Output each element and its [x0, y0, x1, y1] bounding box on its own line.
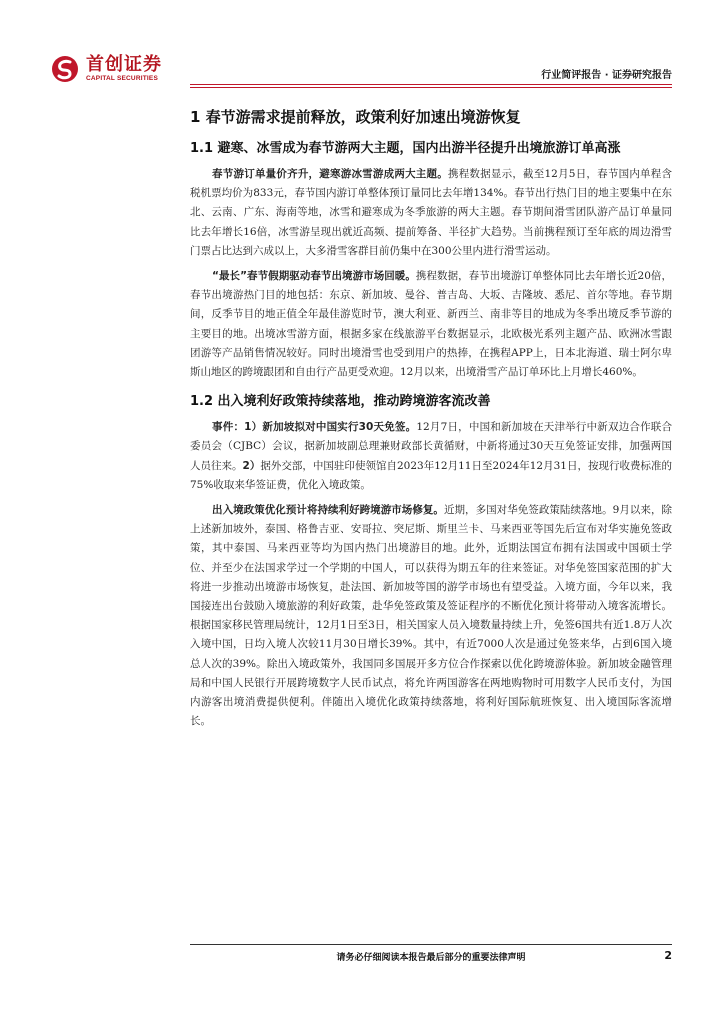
header-divider-thin	[190, 87, 672, 88]
paragraph-outbound-recovery	[190, 267, 672, 382]
paragraph-text: 携程数据，春节出境游订单整体同比去年增长近20倍，春节出境游热门目的地包括：东京、新加坡、曼谷、普吉岛、大坂、吉隆坡、悉尼、首尔等地。春节期间，反季节目的地正值全年最佳游览时节，澳大利亚、新西兰、南非等目的地成为冬季出境反季节游的主要目的地。出境冰雪游方面，根据多家在线旅游平台数据显示，北欧极光系列主题产品、欧洲冰雪跟团游等产品销售情况较好。同时出境滑雪也受到用户的热捧，在携程APP上，日本北海道、瑞士阿尔卑斯山地区的跨境跟团和自由行产品更受欢迎。12月以来，出境滑雪产品订单环比上月增长460%。	[190, 270, 672, 379]
company-logo	[50, 54, 162, 84]
paragraph-text-2: 据外交部，中国驻印使领馆自2023年12月11日至2024年12月31日，按现行收费标准的75%收取来华签证费，优化入境政策。	[190, 459, 673, 491]
capital-securities-logo-icon	[50, 54, 80, 84]
paragraph-lead: 春节游订单量价齐升，避寒游冰雪游成两大主题。	[212, 168, 448, 180]
subsection-title-1-1: 1.1 避寒、冰雪成为春节游两大主题，国内出游半径提升出境旅游订单高涨	[190, 141, 621, 156]
page-number: 2	[664, 949, 672, 962]
logo-chinese-name: 首创证券	[86, 54, 162, 75]
report-type: 行业简评报告 · 证券研究报告	[541, 70, 672, 81]
paragraph-lead: “最长”春节假期驱动春节出境游市场回暖。	[212, 270, 416, 283]
header-divider	[190, 84, 672, 85]
paragraph-lead: 事件：1）新加坡拟对中国实行30天免签。	[212, 421, 417, 434]
subsection-title-1-2: 1.2 出入境利好政策持续落地，推动跨境游客流改善	[190, 394, 491, 410]
paragraph-lead-2: 2）	[242, 459, 261, 472]
paragraph-spring-festival-orders	[190, 165, 672, 261]
page-header	[50, 54, 672, 88]
footer-divider	[190, 944, 672, 945]
legal-disclaimer: 请务必仔细阅读本报告最后部分的重要法律声明	[336, 953, 526, 963]
paragraph-text: 12月7日，中国和新加坡在天津举行中新双边合作联合委员会（CJBC）会议，据新加坡副总理兼财政部长黄循财，中新将通过30天互免签证安排，加强两国人员往来。	[190, 421, 672, 472]
paragraph-text: 携程数据显示，截至12月5日，春节国内单程含税机票均价为833元，春节国内游订单整体预订量同比去年增134%。春节出行热门目的地主要集中在东北、云南、广东、海南等地，冰雪和避寒成为冬季旅游的两大主题。春节期间滑雪团队游产品订单量同比去年增长16倍，冰雪游呈现出就近高频、提前筹备、半径扩大趋势。当前携程预订至年底的周边滑雪门票占比达到六成以上，大多滑雪客群目前仍集中在300公里内进行滑雪运动。	[190, 168, 673, 257]
paragraph-text: 近期，多国对华免签政策陆续落地。9月以来，除上述新加坡外，泰国、格鲁吉亚、安哥拉、突尼斯、斯里兰卡、马来西亚等国先后宣布对华实施免签政策，其中泰国、马来西亚等均为国内热门出境游目的地。此外，近期法国宣布拥有法国或中国硕士学位、并至少在法国求学过一个学期的中国人，可以获得为期五年的往来签证。对华免签国家范围的扩大将进一步推动出境游市场恢复，赴法国、新加坡等国的游学市场也有望受益。入境方面，今年以来，我国接连出台鼓励入境旅游的利好政策，赴华免签政策及签证程序的不断优化预计将带动入境客流增长。根据国家移民管理局统计，12月1日至3日，相关国家人员入境数量持续上升，免签6国共有近1.8万人次入境中国，日均入境人次较11月30日增长39%。其中，有近7000人次是通过免签来华，占到6国入境总人次的39%。除出入境政策外，我国同多国展开多方位合作探索以优化跨境游体验。新加坡金融管理局和中国人民银行开展跨境数字人民币试点，将允许两国游客在两地购物时可用数字人民币支付，为国内游客出境消费提供便利。伴随出入境优化政策持续落地，将利好国际航班恢复、出入境国际客流增长。	[190, 504, 672, 728]
paragraph-lead: 出入境政策优化预计将持续利好跨境游市场修复。	[212, 504, 444, 517]
paragraph-policy-optimization	[190, 501, 672, 731]
section-title: 1 春节游需求提前释放，政策利好加速出境游恢复	[190, 108, 521, 126]
logo-english-name: CAPITAL SECURITIES	[86, 75, 158, 82]
paragraph-visa-event	[190, 418, 672, 495]
report-body	[190, 106, 672, 731]
